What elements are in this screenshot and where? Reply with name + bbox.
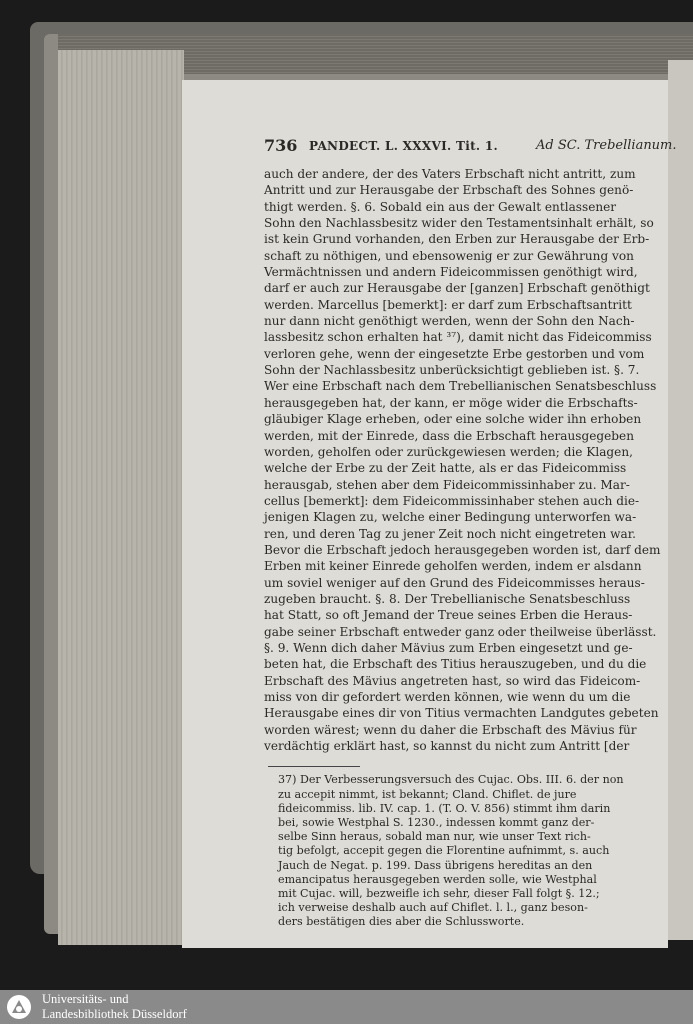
text-line: Sohn der Nachlassbesitz unberücksichtigt geblieben ist. §. 7. xyxy=(264,363,640,378)
text-line: gabe seiner Erbschaft entweder ganz oder theilweise überlässt. xyxy=(264,624,657,639)
text-line: emancipatus herausgegeben werden solle, wie Westphal xyxy=(278,872,597,886)
ulb-logo-icon xyxy=(6,994,32,1020)
text-line: bei, sowie Westphal S. 1230., indessen kommt ganz der- xyxy=(278,815,595,829)
text-line: cellus [bemerkt]: dem Fideicommissinhaber stehen auch die- xyxy=(264,493,640,508)
text-line: beten hat, die Erbschaft des Titius herauszugeben, und du die xyxy=(264,657,647,672)
text-line: verdächtig erklärt hast, so kannst du nicht zum Antritt [der xyxy=(264,739,630,754)
footnote xyxy=(264,773,656,929)
next-page-edge xyxy=(668,60,693,940)
footnote-rule xyxy=(268,766,360,767)
text-line: welche der Erbe zu der Zeit hatte, als er das Fideicommiss xyxy=(264,461,627,476)
text-line: Vermächtnissen und andern Fideicommissen genöthigt wird, xyxy=(264,265,638,280)
text-line: gläubiger Klage erheben, oder eine solche wider ihn erhoben xyxy=(264,412,642,427)
text-line: Herausgabe eines dir von Titius vermachten Landgutes gebeten xyxy=(264,706,659,721)
text-line: zugeben braucht. §. 8. Der Trebellianische Senatsbeschluss xyxy=(264,591,631,606)
text-line: ist kein Grund vorhanden, den Erben zur Herausgabe der Erb- xyxy=(264,232,650,247)
text-line: §. 9. Wenn dich daher Mävius zum Erben eingesetzt und ge- xyxy=(264,640,633,655)
text-line: jenigen Klagen zu, welche einer Bedingung unterworfen wa- xyxy=(264,510,637,525)
text-line: worden, geholfen oder zurückgewiesen werden; die Klagen, xyxy=(264,444,633,459)
text-line: fideicommiss. lib. IV. cap. 1. (T. O. V. 856) stimmt ihm darin xyxy=(278,801,611,815)
text-line: Sohn den Nachlassbesitz wider den Testamentsinhalt erhält, so xyxy=(264,216,654,231)
side-page-edges xyxy=(58,50,184,945)
text-line: herausgab, stehen aber dem Fideicommissinhaber zu. Mar- xyxy=(264,477,630,492)
text-line: miss von dir gefordert werden können, wie wenn du um die xyxy=(264,690,631,704)
text-line: nur dann nicht genöthigt werden, wenn der Sohn den Nach- xyxy=(264,314,635,329)
text-line: Wer eine Erbschaft nach dem Trebellianischen Senatsbeschluss xyxy=(264,379,657,394)
text-line: hat Statt, so oft Jemand der Treue seines Erben die Heraus- xyxy=(264,608,633,623)
text-line: Bevor die Erbschaft jedoch herausgegeben worden ist, darf dem xyxy=(264,542,661,557)
header-italic-title: Ad SC. Trebellianum. xyxy=(536,138,677,153)
header-title: PANDECT. L. XXXVI. Tit. 1. xyxy=(309,139,498,153)
text-line: selbe Sinn heraus, sobald man nur, wie unser Text rich- xyxy=(278,830,591,844)
text-line: 37) Der Verbesserungsversuch des Cujac. Obs. III. 6. der non xyxy=(278,773,624,787)
library-name-line1: Universitäts- und xyxy=(42,992,129,1006)
text-line: darf er auch zur Herausgabe der [ganzen] Erbschaft genöthigt xyxy=(264,281,650,296)
text-line: werden, mit der Einrede, dass die Erbschaft herausgegeben xyxy=(264,428,634,443)
text-line: ders bestätigen dies aber die Schlussworte. xyxy=(278,915,525,929)
text-line: ich verweise deshalb auch auf Chiflet. l. l., ganz beson- xyxy=(278,901,588,915)
text-line: mit Cujac. will, bezweifle ich sehr, dieser Fall folgt §. 12.; xyxy=(278,886,600,900)
text-line: Erben mit keiner Einrede geholfen werden, indem er alsdann xyxy=(264,559,642,574)
text-line: lassbesitz schon erhalten hat ³⁷), damit nicht das Fideicommiss xyxy=(264,330,652,345)
text-line: ren, und deren Tag zu jener Zeit noch nicht eingetreten war. xyxy=(264,526,637,541)
text-line: schaft zu nöthigen, und ebensowenig er zur Gewährung von xyxy=(264,248,634,263)
text-line: auch der andere, der des Vaters Erbschaft nicht antritt, zum xyxy=(264,167,636,181)
text-line: Erbschaft des Mävius angetreten hast, so wird das Fideicom- xyxy=(264,673,641,688)
running-header xyxy=(264,136,677,158)
text-line: werden. Marcellus [bemerkt]: er darf zum Erbschaftsantritt xyxy=(264,297,632,312)
text-line: herausgegeben hat, der kann, er möge wider die Erbschafts- xyxy=(264,395,638,410)
main-text xyxy=(264,166,661,754)
text-line: Antritt und zur Herausgabe der Erbschaft des Sohnes genö- xyxy=(264,183,634,198)
text-line: tig befolgt, accepit gegen die Florentine aufnimmt, s. auch xyxy=(278,844,610,858)
text-line: Jauch de Negat. p. 199. Dass übrigens hereditas an den xyxy=(278,858,593,872)
text-line: thigt werden. §. 6. Sobald ein aus der Gewalt entlassener xyxy=(264,199,617,214)
text-line: um soviel weniger auf den Grund des Fideicommisses heraus- xyxy=(264,575,645,590)
text-line: worden wärest; wenn du daher die Erbschaft des Mävius für xyxy=(264,722,637,737)
text-line: verloren gehe, wenn der eingesetzte Erbe gestorben und vom xyxy=(264,346,645,361)
page-number: 736 xyxy=(264,136,298,155)
page-text xyxy=(264,136,677,929)
text-line: zu accepit nimmt, ist bekannt; Cland. Chiflet. de jure xyxy=(278,787,577,801)
library-name xyxy=(42,992,187,1022)
library-footer xyxy=(0,990,693,1024)
library-name-line2: Landesbibliothek Düsseldorf xyxy=(42,1007,187,1021)
